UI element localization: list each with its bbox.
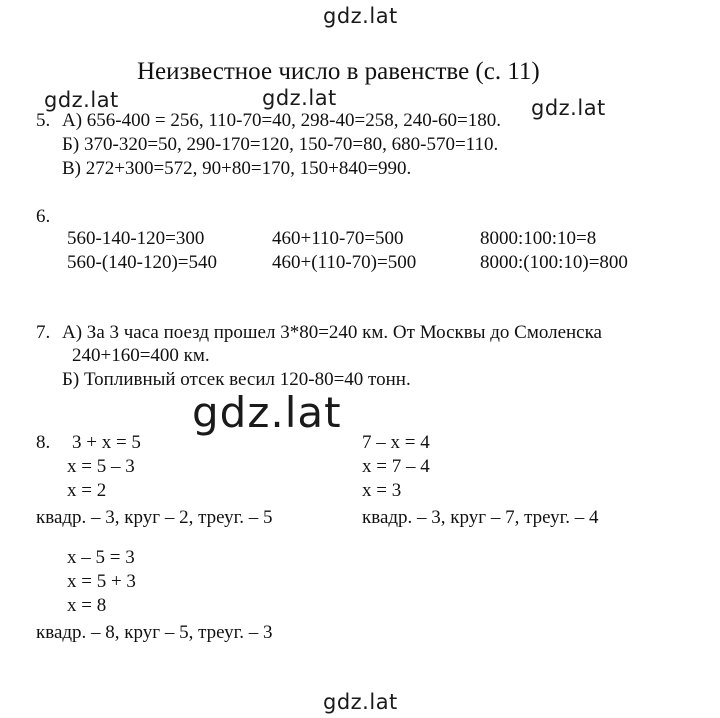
equation: x – 5 = 3 <box>67 547 135 568</box>
task-number: 5. <box>36 110 51 131</box>
task-line: В) 272+300=572, 90+80=170, 150+840=990. <box>62 158 412 179</box>
task-line: 240+160=400 км. <box>72 345 210 366</box>
watermark-big: gdz.lat <box>192 388 342 437</box>
task-line: А) 656-400 = 256, 110-70=40, 298-40=258, 240-60=180. <box>62 110 502 131</box>
expression: 460+110-70=500 <box>272 228 404 249</box>
task-number: 8. <box>36 432 51 453</box>
watermark-center: gdz.lat <box>262 86 337 110</box>
watermark-right: gdz.lat <box>531 96 606 120</box>
watermark-top: gdz.lat <box>323 4 398 28</box>
equation: x = 2 <box>67 480 107 501</box>
task-line: А) За 3 часа поезд прошел 3*80=240 км. От Москвы до Смоленска <box>62 322 602 343</box>
equation: x = 5 – 3 <box>67 456 135 477</box>
expression: 560-(140-120)=540 <box>67 252 218 273</box>
task-number: 7. <box>36 322 51 343</box>
page-title: Неизвестное число в равенстве (с. 11) <box>137 58 540 85</box>
equation: x = 8 <box>67 595 107 616</box>
figure-answer: квадр. – 3, круг – 2, треуг. – 5 <box>36 507 273 528</box>
figure-answer: квадр. – 3, круг – 7, треуг. – 4 <box>362 507 599 528</box>
equation: 3 + x = 5 <box>72 432 141 453</box>
equation: x = 3 <box>362 480 402 501</box>
expression: 460+(110-70)=500 <box>272 252 417 273</box>
task-line: Б) 370-320=50, 290-170=120, 150-70=80, 680-570=110. <box>62 134 499 155</box>
expression: 8000:100:10=8 <box>480 228 597 249</box>
equation: x = 7 – 4 <box>362 456 430 477</box>
task-number: 6. <box>36 206 51 227</box>
watermark-left: gdz.lat <box>44 88 119 112</box>
figure-answer: квадр. – 8, круг – 5, треуг. – 3 <box>36 622 273 643</box>
equation: 7 – x = 4 <box>362 432 430 453</box>
equation: x = 5 + 3 <box>67 571 136 592</box>
expression: 8000:(100:10)=800 <box>480 252 628 273</box>
watermark-bottom: gdz.lat <box>323 690 398 714</box>
task-line: Б) Топливный отсек весил 120-80=40 тонн. <box>62 369 411 390</box>
expression: 560-140-120=300 <box>67 228 205 249</box>
